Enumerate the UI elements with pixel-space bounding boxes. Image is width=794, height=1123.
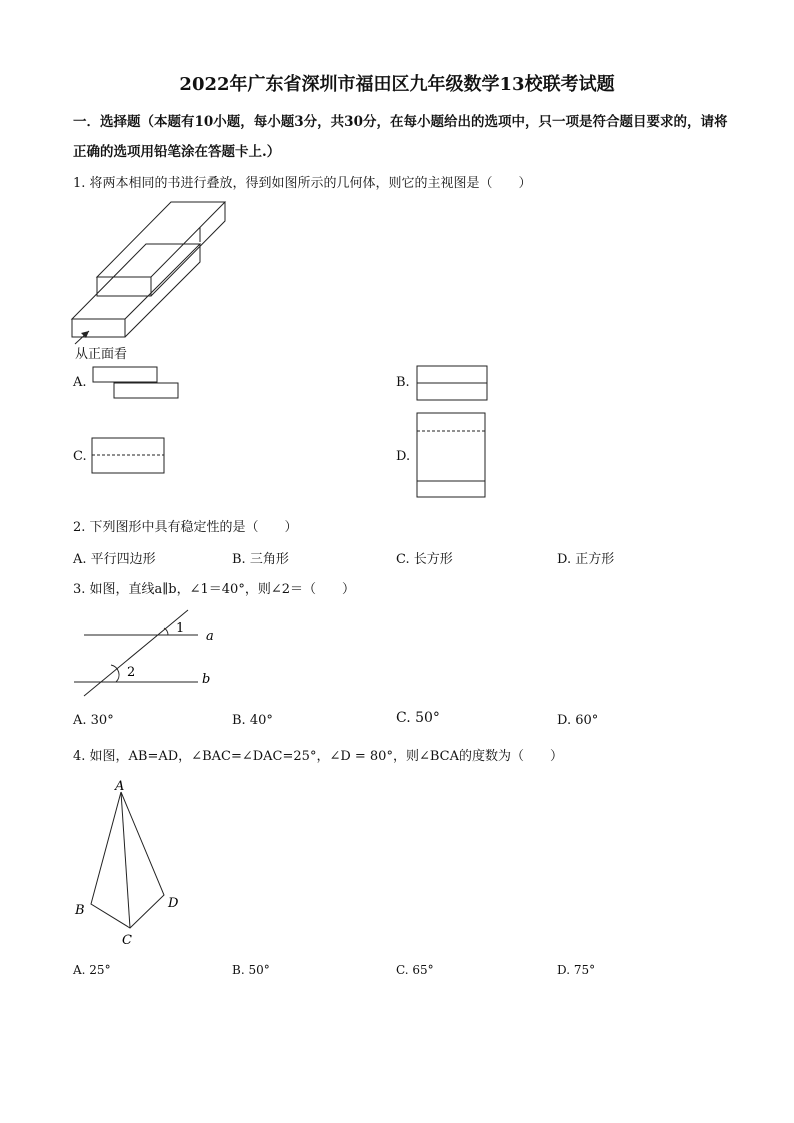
front-view-label: 从正面看 [75,347,128,362]
vertex-d-label: D [168,896,179,911]
q2-option-b: B. 三角形 [232,552,289,567]
q1-option-b-letter: B. [396,375,410,390]
q4-option-a: A. 25° [73,963,111,977]
q2-option-a: A. 平行四边形 [73,552,156,567]
q3-option-b: B. 40° [232,713,273,728]
question-2-stem: 2. 下列图形中具有稳定性的是（ ） [73,520,298,535]
q1-option-c-letter: C. [73,449,87,464]
question-4-stem: 4. 如图，AB=AD，∠BAC=∠DAC=25°，∠D = 80°，则∠BCA的度数为（ ） [73,749,563,764]
q1-option-a-letter: A. [73,375,87,390]
section-heading: 一．选择题（本题有10小题，每小题3分，共30分，在每小题给出的选项中，只一项是符合题目要求的，请将正确的选项用铅笔涂在答题卡上.） [73,114,728,160]
page-title: 2022年广东省深圳市福田区九年级数学13校联考试题 [179,74,615,95]
q1-option-d-letter: D. [396,449,411,464]
question-1-stem: 1. 将两本相同的书进行叠放，得到如图所示的几何体，则它的主视图是（ ） [73,176,532,191]
angle-2-label: 2 [127,665,136,680]
line-a-label: a [206,629,214,644]
q4-option-b: B. 50° [232,963,270,977]
vertex-c-label: C [122,933,132,948]
q2-option-d: D. 正方形 [557,552,615,567]
q4-option-c: C. 65° [396,963,434,977]
vertex-b-label: B [75,903,85,918]
q3-option-c: C. 50° [396,710,440,726]
line-b-label: b [202,672,211,687]
vertex-a-label: A [115,779,125,794]
angle-1-label: 1 [176,621,185,636]
q3-option-a: A. 30° [73,713,114,728]
question-3-stem: 3. 如图，直线a∥b，∠1＝40°，则∠2＝（ ） [73,582,355,597]
q2-option-c: C. 长方形 [396,552,453,567]
q4-option-d: D. 75° [557,963,596,977]
q3-option-d: D. 60° [557,713,599,728]
